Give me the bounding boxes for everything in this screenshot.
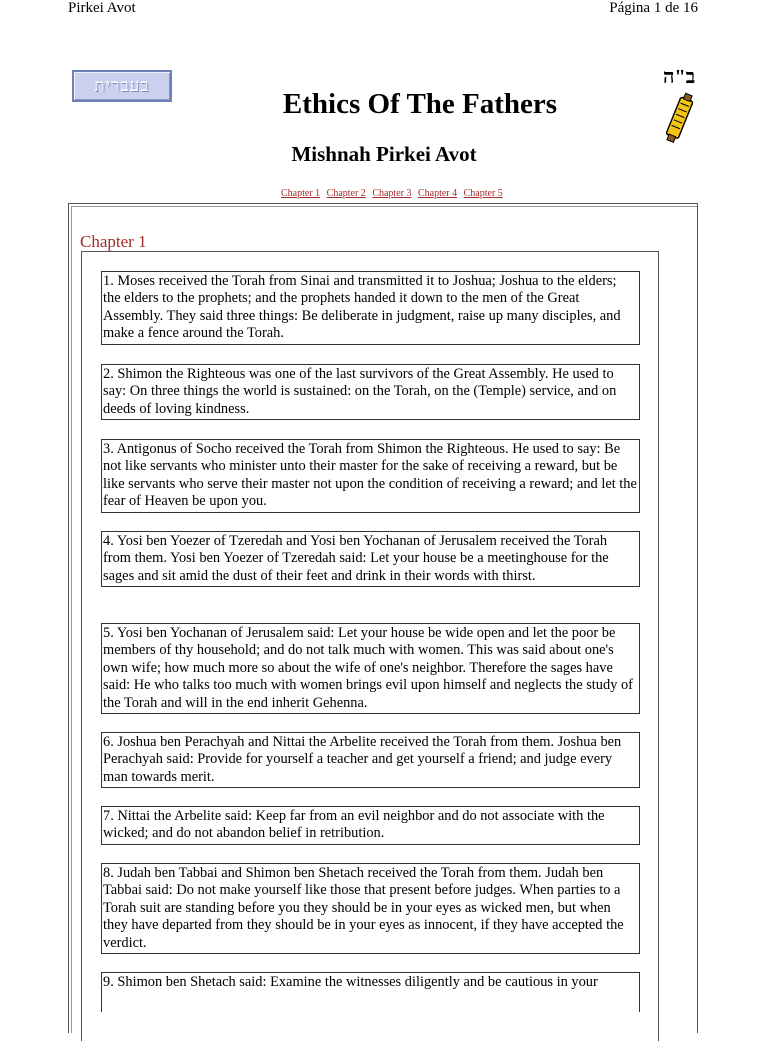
chapter-link[interactable]: Chapter 4 (417, 188, 458, 199)
page-subtitle (0, 142, 768, 167)
chapter-link[interactable]: Chapter 3 (372, 188, 412, 199)
chapter-heading: Chapter 1 (80, 232, 147, 251)
chapter-navigation (281, 188, 507, 199)
verse-box: 4. Yosi ben Yoezer of Tzeredah and Yosi ben Yochanan of Jerusalem received the Torah from them. Yosi ben Yoezer of Tzeredah said: Let your house be a meetinghouse for the sages and sit amid the dust of their feet and drink in their words with thirst. (101, 531, 640, 587)
subtitle-text: Mishnah Pirkei Avot (291, 142, 477, 166)
verse-box: 2. Shimon the Righteous was one of the last survivors of the Great Assembly. He used to say: On three things the world is sustained: on the Torah, on the (Temple) service, and on deeds of loving kindness. (101, 364, 640, 420)
verse-box: 5. Yosi ben Yochanan of Jerusalem said: Let your house be wide open and let the poor be members of thy household; and do not talk much with women. This was said about one's own wife; how much more so about the wife of one's neighbor. Therefore the sages have said: He who talks too much with women brings evil upon himself and neglects the study of the Torah and will in the end inherit Gehenna. (101, 623, 640, 714)
verse-box: 9. Shimon ben Shetach said: Examine the witnesses diligently and be cautious in your (101, 972, 640, 1012)
chapter-link[interactable]: Chapter 1 (281, 188, 321, 199)
verse-box: 7. Nittai the Arbelite said: Keep far from an evil neighbor and do not associate with the wicked; and do not abandon belief in retribution. (101, 806, 640, 845)
verse-box: 8. Judah ben Tabbai and Shimon ben Shetach received the Torah from them. Judah ben Tabbai said: Do not make yourself like those that present before judges. When parties to a Torah suit are standing before you they should be in your eyes as wicked men, but when they have departed from they should be in your eyes as innocent, if they have accepted the verdict. (101, 863, 640, 954)
verse-box: 3. Antigonus of Socho received the Torah from Shimon the Righteous. He used to say: Be not like servants who minister unto their master for the sake of receiving a reward, but be like servants who serve their master not upon the condition of receiving a reward; and let the fear of Heaven be upon you. (101, 439, 640, 513)
bh-mark: ב"ה (663, 66, 696, 88)
pdf-header-title: Pirkei Avot (68, 0, 136, 16)
chapter-link[interactable]: Chapter 5 (463, 188, 503, 199)
verse-box: 1. Moses received the Torah from Sinai and transmitted it to Joshua; Joshua to the elders; the elders to the prophets; and the prophets handed it down to the men of the Great Assembly. They said three things: Be deliberate in judgment, raise up many disciples, and make a fence around the Torah. (101, 271, 640, 345)
verse-box: 6. Joshua ben Perachyah and Nittai the Arbelite received the Torah from them. Joshua ben Perachyah said: Provide for yourself a teacher and get yourself a friend; and judge every man towards merit. (101, 732, 640, 788)
chapter-link[interactable]: Chapter 2 (326, 188, 366, 199)
page-title: Ethics Of The Fathers (282, 88, 558, 120)
pdf-header-page-number: Página 1 de 16 (609, 0, 698, 16)
hebrew-language-button[interactable]: בעברית (72, 70, 172, 102)
